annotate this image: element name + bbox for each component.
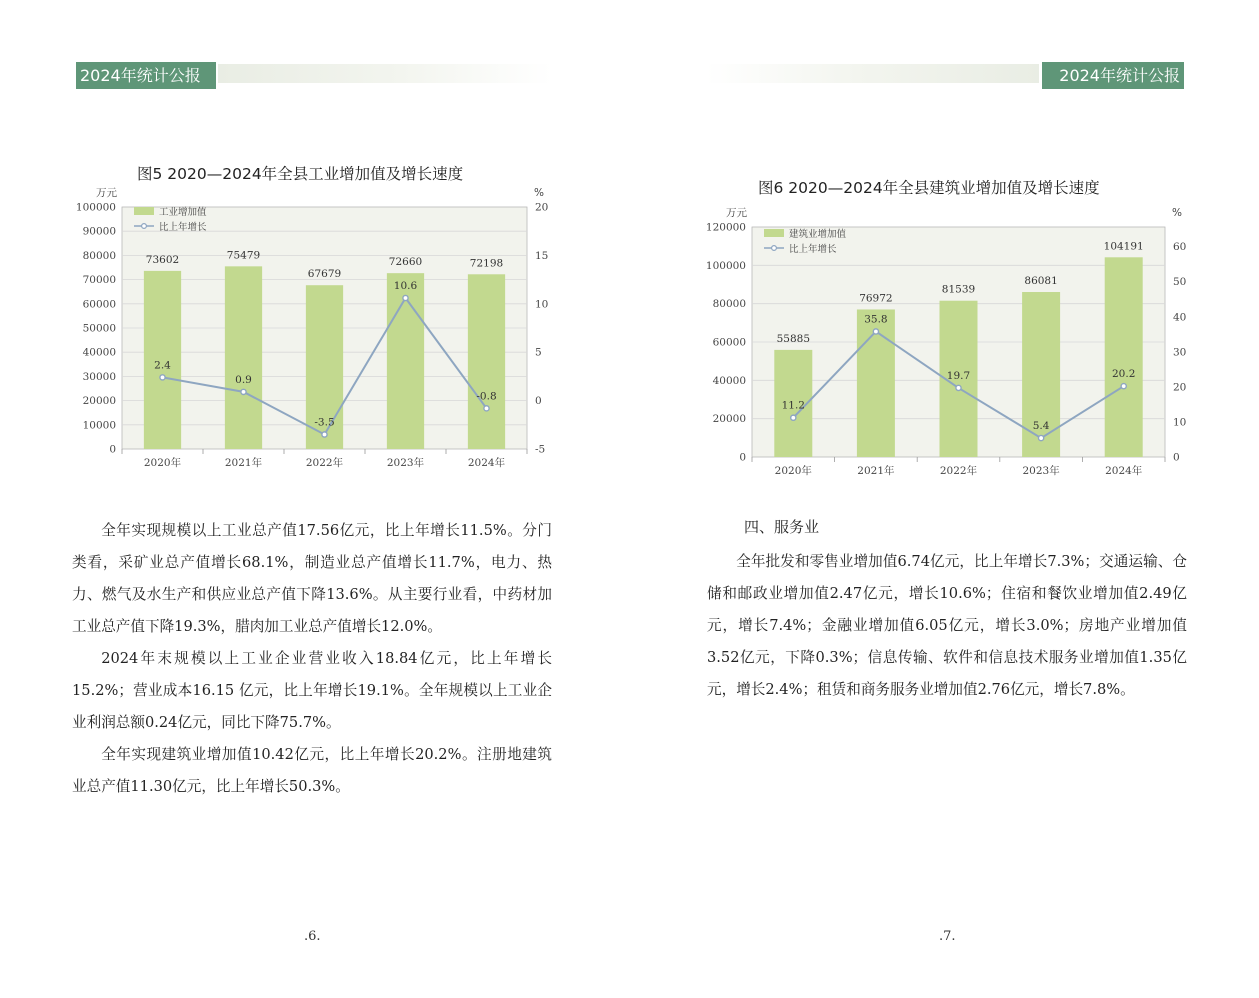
line-point: [403, 295, 408, 300]
line-point: [241, 389, 246, 394]
legend-bar-swatch: [764, 229, 784, 237]
y-tick-label-left: 50000: [82, 322, 116, 335]
bar: [1105, 257, 1143, 457]
bar-data-label: 81539: [941, 283, 976, 296]
chart-industry-value-added: [60, 180, 560, 480]
line-point: [791, 415, 796, 420]
body-text: [707, 546, 1187, 706]
header-tag: 2024年统计公报: [76, 62, 216, 89]
x-tick-label: 2022年: [939, 465, 978, 477]
paragraph: 2024年末规模以上工业企业营业收入18.84亿元，比上年增长15.2%；营业成本16.15 亿元，比上年增长19.1%。全年规模以上工业企业利润总额0.24亿元，同比下降75.7%。: [72, 650, 552, 731]
legend-line-marker: [772, 246, 777, 251]
line-point: [1121, 384, 1126, 389]
figure-title: 图6 2020—2024年全县建筑业增加值及增长速度: [758, 179, 1100, 197]
y-tick-label-left: 80000: [712, 298, 746, 311]
line-point: [956, 385, 961, 390]
line-data-label: 5.4: [1032, 420, 1050, 433]
y-tick-label-left: 0: [739, 451, 746, 464]
bar-data-label: 73602: [145, 253, 180, 266]
bar-data-label: 67679: [307, 268, 342, 281]
y-tick-label-right: 20: [535, 201, 549, 214]
line-point: [484, 406, 489, 411]
x-tick-label: 2024年: [467, 457, 506, 469]
y-tick-label-left: 60000: [712, 336, 746, 349]
y-tick-label-right: 40: [1173, 311, 1187, 324]
bar: [468, 274, 505, 449]
y-tick-label-left: 40000: [82, 346, 116, 359]
line-data-label: 2.4: [154, 359, 171, 372]
header-decoration-band: [706, 64, 1039, 83]
line-data-label: 11.2: [781, 399, 805, 412]
y-tick-label-left: 20000: [82, 395, 116, 408]
y-tick-label-right: 15: [535, 249, 549, 262]
line-data-label: -0.8: [476, 390, 497, 403]
legend-line-label: 比上年增长: [789, 244, 837, 255]
x-tick-label: 2021年: [857, 465, 895, 477]
header-decoration-band: [218, 64, 552, 83]
y-axis-unit-right: %: [534, 187, 544, 199]
legend-bar-label: 建筑业增加值: [789, 229, 847, 240]
figure-title: 图5 2020—2024年全县工业增加值及增长速度: [137, 165, 464, 183]
y-tick-label-left: 20000: [712, 413, 746, 426]
line-point: [322, 432, 327, 437]
line-data-label: 0.9: [235, 373, 252, 386]
y-tick-label-left: 70000: [82, 274, 116, 287]
y-tick-label-left: 10000: [82, 419, 116, 432]
right-page: [630, 0, 1259, 998]
x-tick-label: 2020年: [143, 457, 182, 469]
y-tick-label-left: 100000: [705, 259, 746, 272]
x-tick-label: 2021年: [224, 457, 263, 469]
bar-data-label: 86081: [1024, 275, 1058, 288]
y-tick-label-right: 50: [1173, 276, 1187, 289]
x-tick-label: 2022年: [305, 457, 344, 469]
x-tick-label: 2024年: [1105, 465, 1143, 477]
paragraph: 全年批发和零售业增加值6.74亿元，比上年增长7.3%；交通运输、仓储和邮政业增加值2.47亿元，增长10.6%；住宿和餐饮业增加值2.49亿元，增长7.4%；金融业增加值6.05亿元，增长3.0%；房地产业增加值3.52亿元，下降0.3%；信息传输、软件和信息技术服务业增加值1.35亿元，增长2.4%；租赁和商务服务业增加值2.76亿元，增长7.8%。: [707, 553, 1187, 698]
y-axis-unit-left: 万元: [96, 187, 117, 199]
page-number: .7.: [939, 929, 956, 944]
x-tick-label: 2023年: [1022, 465, 1060, 477]
y-tick-label-right: 30: [1173, 346, 1187, 359]
y-tick-label-right: 0: [535, 395, 542, 408]
line-point: [1039, 435, 1044, 440]
bar-data-label: 55885: [776, 332, 811, 345]
y-tick-label-right: 60: [1173, 241, 1187, 254]
y-tick-label-left: 80000: [82, 249, 116, 262]
y-axis-unit-right: %: [1172, 207, 1182, 219]
bar: [225, 266, 262, 449]
y-tick-label-left: 0: [109, 443, 116, 456]
y-tick-label-left: 90000: [82, 225, 116, 238]
bar-data-label: 72198: [469, 257, 504, 270]
legend-line-label: 比上年增长: [159, 222, 207, 233]
y-tick-label-left: 120000: [705, 221, 746, 234]
y-tick-label-left: 40000: [712, 374, 746, 387]
legend-bar-swatch: [134, 207, 154, 215]
bar-data-label: 76972: [859, 292, 893, 305]
line-data-label: 35.8: [864, 313, 888, 326]
bar: [1022, 292, 1060, 457]
x-tick-label: 2020年: [774, 465, 812, 477]
y-tick-label-right: 10: [1173, 416, 1187, 429]
line-point: [160, 375, 165, 380]
y-tick-label-right: 20: [1173, 381, 1187, 394]
y-axis-unit-left: 万元: [726, 207, 747, 219]
chart-construction-value-added: [690, 200, 1200, 490]
line-data-label: 20.2: [1112, 368, 1136, 381]
y-tick-label-right: -5: [535, 443, 546, 456]
y-tick-label-right: 5: [535, 346, 542, 359]
body-text: [72, 515, 552, 803]
y-tick-label-left: 100000: [75, 201, 116, 214]
line-data-label: -3.5: [314, 416, 335, 429]
bar-data-label: 104191: [1103, 240, 1144, 253]
legend-bar-label: 工业增加值: [159, 207, 207, 218]
left-page: [0, 0, 629, 998]
header-tag: 2024年统计公报: [1042, 62, 1184, 89]
paragraph: 全年实现建筑业增加值10.42亿元，比上年增长20.2%。注册地建筑业总产值11.30亿元，比上年增长50.3%。: [72, 746, 552, 795]
y-tick-label-right: 0: [1173, 451, 1180, 464]
line-data-label: 10.6: [393, 279, 418, 292]
y-tick-label-right: 10: [535, 298, 549, 311]
x-tick-label: 2023年: [386, 457, 425, 469]
line-data-label: 19.7: [946, 369, 971, 382]
y-tick-label-left: 60000: [82, 298, 116, 311]
line-point: [873, 329, 878, 334]
bar-data-label: 72660: [388, 256, 423, 269]
paragraph: 全年实现规模以上工业总产值17.56亿元，比上年增长11.5%。分门类看，采矿业总产值增长68.1%，制造业总产值增长11.7%，电力、热力、燃气及水生产和供应业总产值下降13.6%。从主要行业看，中药材加工业总产值下降19.3%，腊肉加工业总产值增长12.0%。: [72, 522, 552, 635]
section-heading: 四、服务业: [744, 518, 820, 536]
y-tick-label-left: 30000: [82, 370, 116, 383]
bar-data-label: 75479: [226, 249, 261, 262]
page-number: .6.: [304, 929, 321, 944]
legend-line-marker: [142, 224, 147, 229]
